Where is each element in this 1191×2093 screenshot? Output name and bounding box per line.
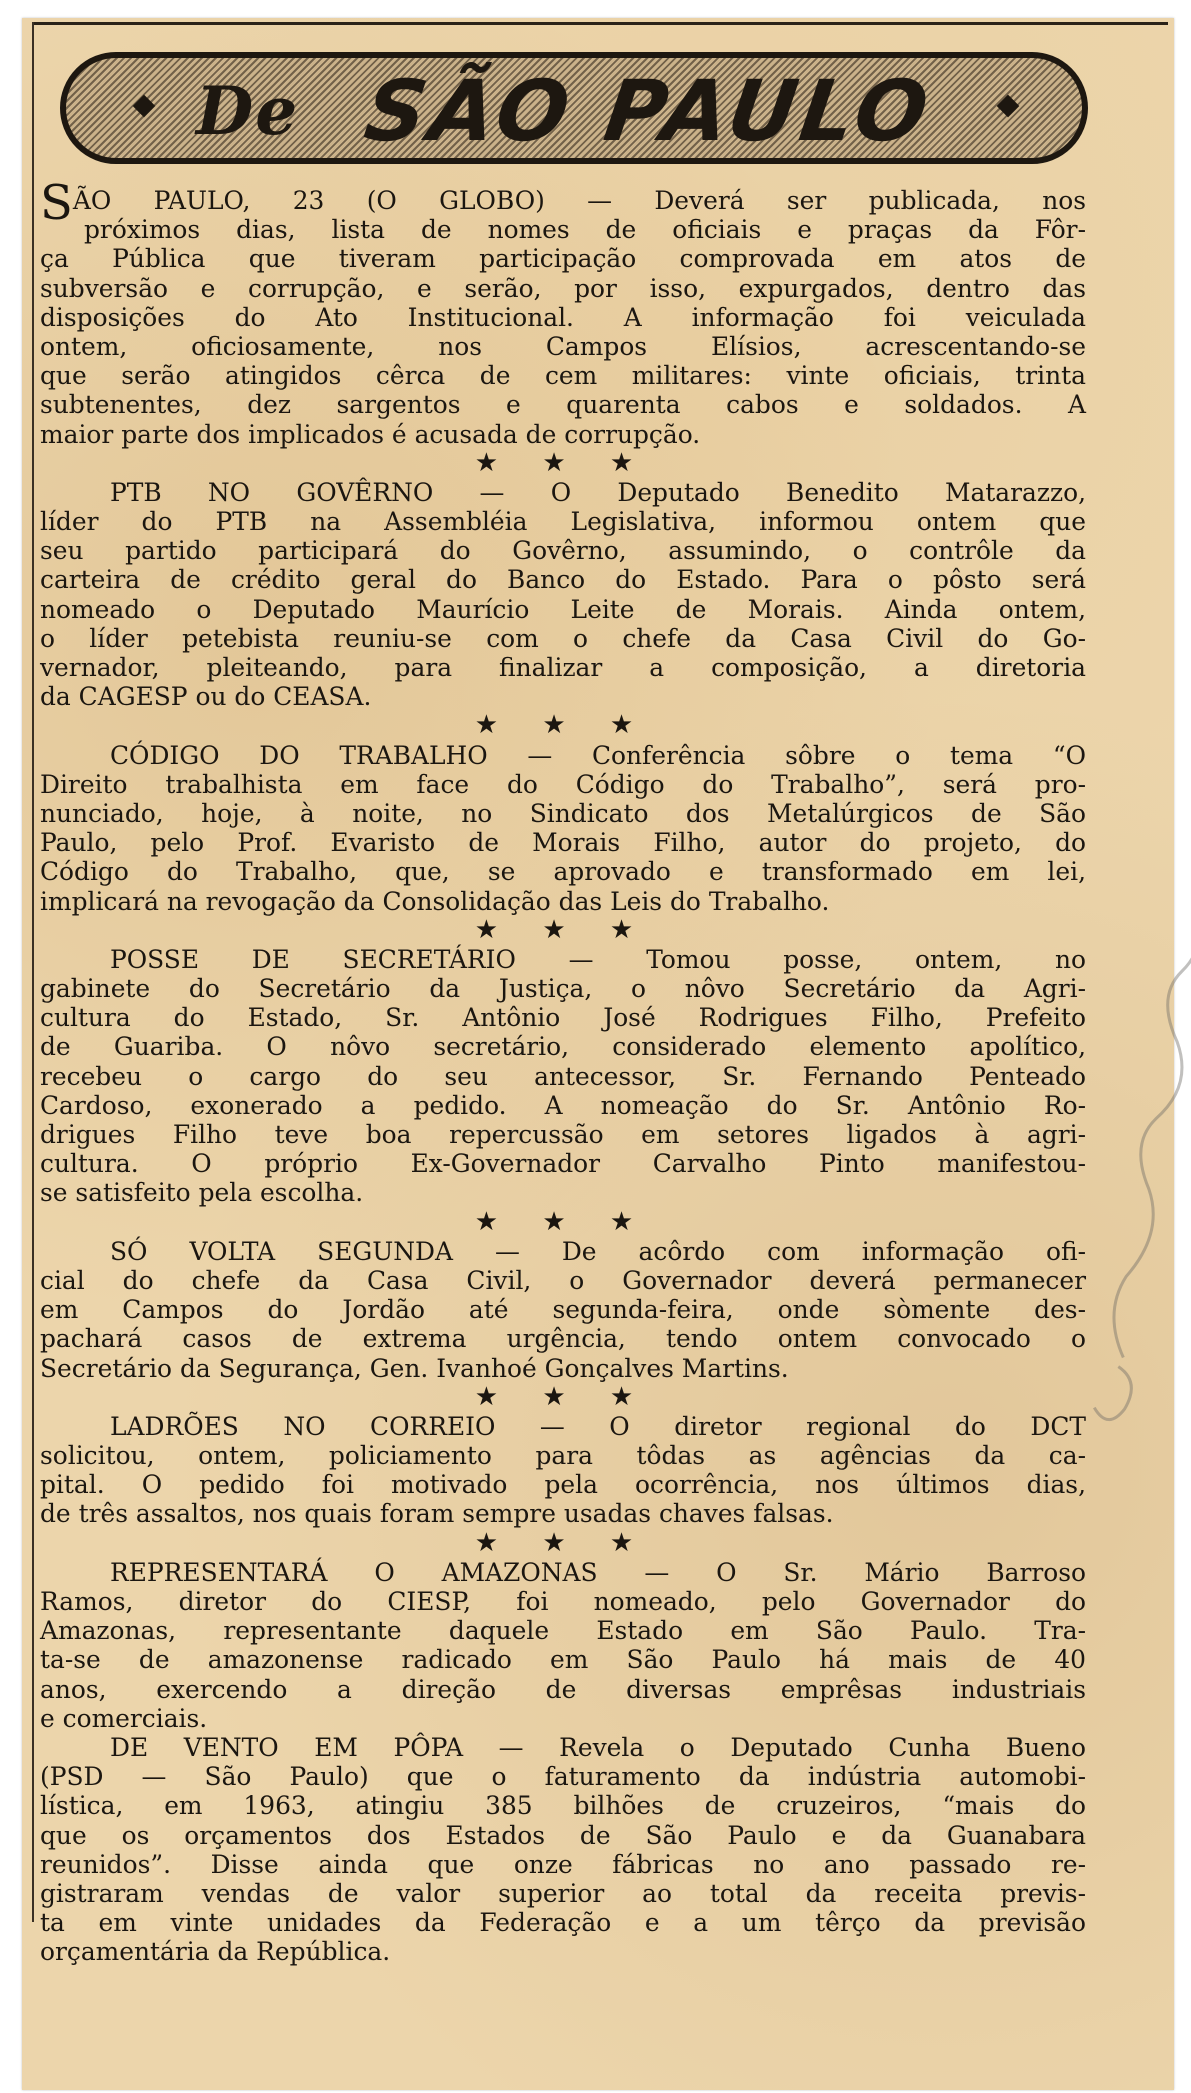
article-line: Amazonas, representante daquele Estado em São Paulo. Tra- [40, 1616, 1086, 1646]
article-line: solicitou, ontem, policiamento para tôdas as agências da ca- [40, 1441, 1086, 1471]
section-separator-stars: ★ ★ ★ [474, 1381, 652, 1412]
article-line: CÓDIGO DO TRABALHO — Conferência sôbre o tema “O [110, 740, 1086, 770]
article-line: implicará na revogação da Consolidação das Leis do Trabalho. [40, 886, 830, 916]
article-line: subtenentes, dez sargentos e quarenta cabos e soldados. A [40, 390, 1086, 420]
article-line: de três assaltos, nos quais foram sempre usadas chaves falsas. [40, 1499, 834, 1529]
article-line: nunciado, hoje, à noite, no Sindicato dos Metalúrgicos de São [40, 798, 1086, 828]
news-item-posse-secretario [40, 945, 1086, 1208]
article-line: gabinete do Secretário da Justiça, o nôvo Secretário da Agri- [40, 974, 1086, 1004]
article-line: se satisfeito pela escolha. [40, 1178, 364, 1208]
article-line: Cardoso, exonerado a pedido. A nomeação do Sr. Antônio Ro- [40, 1090, 1086, 1120]
article-line: Ramos, diretor do CIESP, foi nomeado, pelo Governador do [40, 1587, 1086, 1616]
article-line: SÓ VOLTA SEGUNDA — De acôrdo com informação ofi- [110, 1236, 1086, 1266]
column-masthead [60, 52, 1088, 164]
article-line: pital. O pedido foi motivado pela ocorrência, nos últimos dias, [40, 1470, 1086, 1500]
article-line: líder do PTB na Assembléia Legislativa, informou ontem que [40, 507, 1086, 537]
article-line: SÃO PAULO, 23 (O GLOBO) — Deverá ser publicada, nos [40, 175, 1086, 231]
left-border-rule [32, 22, 34, 1922]
article-body [40, 175, 1086, 1967]
masthead-left-bullet-icon [133, 95, 156, 118]
article-line: Código do Trabalho, que, se aprovado e transformado em lei, [40, 857, 1086, 887]
article-line: LADRÕES NO CORREIO — O diretor regional do DCT [110, 1411, 1086, 1441]
article-line: Direito trabalhista em face do Código do Trabalho”, será pro- [40, 769, 1086, 799]
article-line: ça Pública que tiveram participação comprovada em atos de [40, 244, 1086, 274]
section-separator-stars: ★ ★ ★ [474, 710, 652, 741]
news-item-ladroes-correio [40, 1412, 1086, 1529]
article-line: que serão atingidos cêrca de cem militares: vinte oficiais, trinta [40, 361, 1086, 391]
article-line: o líder petebista reuniu-se com o chefe da Casa Civil do Go- [40, 623, 1086, 653]
article-line: POSSE DE SECRETÁRIO — Tomou posse, ontem, no [110, 944, 1086, 974]
masthead-right-bullet-icon [997, 95, 1020, 118]
section-separator-stars: ★ ★ ★ [474, 1527, 652, 1558]
article-line: disposições do Ato Institucional. A informação foi veiculada [40, 302, 1086, 332]
article-line: em Campos do Jordão até segunda-feira, onde sòmente des- [40, 1295, 1086, 1325]
news-item-codigo-trabalho [40, 741, 1086, 916]
article-line: da CAGESP ou do CEASA. [40, 682, 372, 712]
article-line: nomeado o Deputado Maurício Leite de Morais. Ainda ontem, [40, 594, 1086, 624]
article-line: carteira de crédito geral do Banco do Estado. Para o pôsto será [40, 565, 1086, 595]
news-item-vento-em-popa [40, 1733, 1086, 1967]
article-line: que os orçamentos dos Estados de São Paulo e da Guanabara [40, 1820, 1086, 1850]
article-line: pachará casos de extrema urgência, tendo ontem convocado o [40, 1324, 1086, 1354]
article-line: cultura do Estado, Sr. Antônio José Rodrigues Filho, Prefeito [40, 1003, 1086, 1033]
drop-cap: S [40, 175, 73, 231]
article-line: próximos dias, lista de nomes de oficiais e praças da Fôr- [84, 215, 1086, 245]
article-line: PTB NO GOVÊRNO — O Deputado Benedito Matarazzo, [110, 477, 1086, 507]
article-line: cial do chefe da Casa Civil, o Governador deverá permanecer [40, 1265, 1086, 1295]
article-line: gistraram vendas de valor superior ao total da receita previs- [40, 1878, 1086, 1908]
article-line: drigues Filho teve boa repercussão em setores ligados à agri- [40, 1120, 1086, 1149]
section-separator-stars: ★ ★ ★ [474, 914, 652, 945]
masthead-title: SÃO PAULO [359, 62, 938, 160]
article-line: recebeu o cargo do seu antecessor, Sr. Fernando Penteado [40, 1061, 1086, 1091]
section-separator-stars: ★ ★ ★ [474, 447, 652, 478]
article-line: vernador, pleiteando, para finalizar a composição, a diretoria [40, 653, 1086, 682]
section-separator-stars: ★ ★ ★ [474, 1206, 652, 1237]
article-line: de Guariba. O nôvo secretário, considerado elemento apolítico, [40, 1032, 1086, 1062]
article-line: Paulo, pelo Prof. Evaristo de Morais Filho, autor do projeto, do [40, 828, 1086, 858]
article-line: maior parte dos implicados é acusada de corrupção. [40, 419, 701, 449]
article-line: reunidos”. Disse ainda que onze fábricas no ano passado re- [40, 1849, 1086, 1879]
article-line: ta em vinte unidades da Federação e a um têrço da previsão [40, 1908, 1086, 1938]
newspaper-clipping [22, 18, 1174, 2090]
article-line: REPRESENTARÁ O AMAZONAS — O Sr. Mário Barroso [110, 1557, 1086, 1587]
article-line: lística, em 1963, atingiu 385 bilhões de cruzeiros, “mais do [40, 1791, 1086, 1821]
masthead-prefix: De [196, 72, 300, 150]
news-item-representara-amazonas [40, 1558, 1086, 1733]
article-line: DE VENTO EM PÔPA — Revela o Deputado Cunha Bueno [110, 1732, 1086, 1762]
news-item-so-volta-segunda [40, 1237, 1086, 1383]
article-line: anos, exercendo a direção de diversas emprêsas industriais [40, 1674, 1086, 1704]
news-item-ptb [40, 478, 1086, 712]
article-line: e comerciais. [40, 1703, 208, 1733]
top-border-rule [32, 22, 1168, 25]
article-line: (PSD — São Paulo) que o faturamento da indústria automobi- [40, 1762, 1086, 1792]
article-line: subversão e corrupção, e serão, por isso, expurgados, dentro das [40, 273, 1086, 303]
article-line: seu partido participará do Govêrno, assumindo, o contrôle da [40, 536, 1086, 566]
article-line: cultura. O próprio Ex-Governador Carvalho Pinto manifestou- [40, 1149, 1086, 1179]
article-line: orçamentária da República. [40, 1937, 391, 1967]
article-line: ontem, oficiosamente, nos Campos Elísios, acrescentando-se [40, 331, 1086, 361]
lead-paragraph [40, 175, 1086, 449]
article-line: Secretário da Segurança, Gen. Ivanhoé Gonçalves Martins. [40, 1353, 789, 1383]
article-line: ta-se de amazonense radicado em São Paulo há mais de 40 [40, 1645, 1086, 1675]
